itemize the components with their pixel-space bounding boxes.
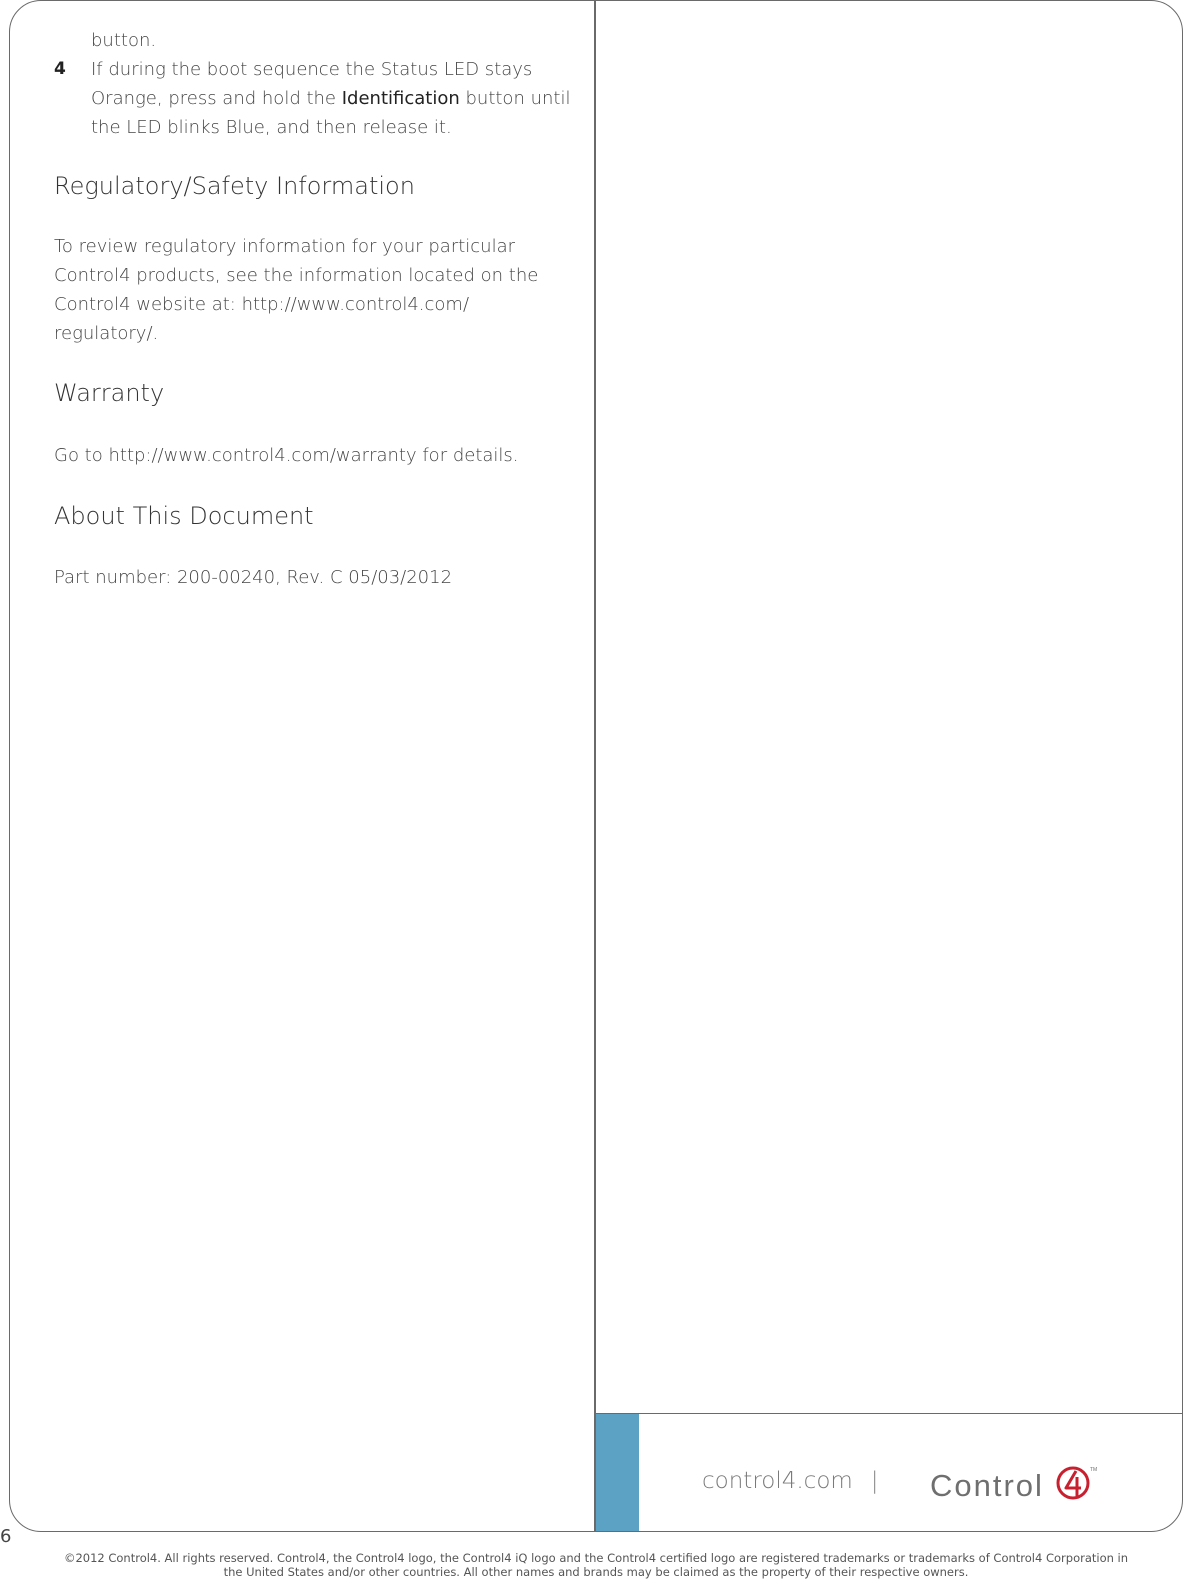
- about-heading: About This Document: [54, 502, 314, 530]
- warranty-body: Go to http://www.control4.com/warranty for details.: [54, 445, 519, 466]
- regulatory-heading: Regulatory/Safety Information: [54, 172, 415, 200]
- step-text-after: button until the LED blinks Blue, and then release it.: [91, 88, 571, 138]
- site-link[interactable]: control4.com: [702, 1468, 853, 1494]
- step-text-before: If during the boot sequence the Status LED stays Orange, press and hold the: [91, 59, 533, 109]
- regulatory-body: To review regulatory information for your particular Control4 products, see the information located on the Control4 website at: http://www.control4.com/ regulatory/.: [54, 236, 539, 344]
- copyright-notice: [10, 1551, 1182, 1579]
- page-frame: [9, 0, 1183, 1532]
- svg-text:TM: TM: [1090, 1467, 1098, 1473]
- control4-logo: [930, 1463, 1110, 1507]
- column-divider: [594, 1, 596, 1531]
- separator: |: [870, 1468, 879, 1494]
- warranty-heading: Warranty: [54, 379, 165, 407]
- previous-step-tail: button.: [91, 30, 157, 51]
- accent-bar: [596, 1414, 639, 1531]
- about-body: Part number: 200-00240, Rev. C 05/03/2012: [54, 567, 453, 588]
- identification-button-label: Identification: [341, 88, 460, 109]
- step-number: 4: [54, 59, 66, 79]
- step-text: [91, 55, 571, 142]
- footer-brand: [702, 1468, 879, 1494]
- svg-text:Control: Control: [930, 1468, 1044, 1503]
- copyright-line-2: the United States and/or other countries. All other names and brands may be claimed as the property of their respective owners.: [223, 1565, 969, 1579]
- page-number: 6: [0, 1526, 12, 1547]
- footer-divider: [596, 1413, 1182, 1414]
- copyright-line-1: ©2012 Control4. All rights reserved. Control4, the Control4 logo, the Control4 iQ logo and the Control4 certified logo are registered trademarks or trademarks of Control4 Corporation in: [63, 1551, 1129, 1565]
